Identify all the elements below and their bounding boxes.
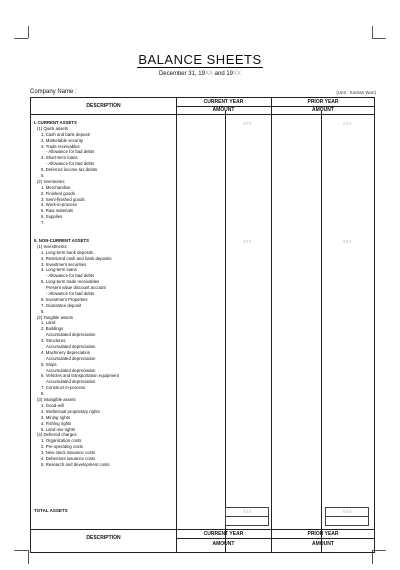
line-item: Present value discount account	[46, 285, 106, 291]
line-item: 8.	[41, 308, 45, 314]
line-item: 2. Finished goods	[41, 190, 75, 196]
line-item: 4. Long-term loans	[41, 267, 77, 273]
line-item: 3. Trade receivables	[41, 143, 80, 149]
column-divider-description	[176, 98, 177, 552]
noncurrent-assets-prior-value: XXX	[342, 239, 352, 244]
line-item: 2. Buildings	[41, 326, 64, 332]
line-item: 5. Deferred income tax debits	[41, 167, 98, 173]
line-item: - Allowance for bad debts	[46, 273, 95, 279]
line-item: 5. Research and development costs	[41, 461, 110, 467]
column-divider-prior-inner	[321, 111, 322, 552]
footer-separator-top	[31, 529, 375, 530]
header-amount-prior: AMOUNT	[312, 107, 334, 113]
date-placeholder-1: XX	[204, 71, 213, 77]
line-item: (4) Deferred charges	[37, 432, 77, 438]
line-item: 2. Restricted cash and bank deposits	[41, 255, 112, 261]
date-line	[0, 71, 400, 77]
header-description: DESCRIPTION	[86, 103, 121, 109]
crop-mark-bottom-left-h	[14, 550, 28, 551]
line-item: (3) Intangible assets	[37, 397, 76, 403]
line-item: 3. Structures	[41, 338, 66, 344]
line-item: Accumulated depreciation	[46, 332, 96, 338]
header-prior-year: PRIOR YEAR	[307, 99, 339, 105]
header-current-year: CURRENT YEAR	[203, 99, 244, 105]
line-item: 7. Guarantee deposit	[41, 302, 82, 308]
balance-sheet-table	[30, 97, 375, 553]
line-item: 1. Land	[41, 320, 56, 326]
total-assets-label: TOTAL ASSETS	[34, 508, 68, 513]
line-item: 5. Ships	[41, 361, 57, 367]
line-item: 4. Machinery depreciation	[41, 349, 91, 355]
date-prefix: December 31, 19	[158, 71, 205, 77]
date-placeholder-2: XX	[233, 71, 242, 77]
line-item: (1) Investments	[37, 243, 67, 249]
line-item: 4. Short-term loans	[41, 155, 78, 161]
line-item: 2. Pre-operating costs	[41, 444, 84, 450]
line-item: - Allowance for bad debts	[46, 149, 95, 155]
line-item: 6. Vehicles and transportation equipment	[41, 373, 119, 379]
date-mid: and 19	[213, 71, 234, 77]
line-item: Accumulated depreciation	[46, 379, 96, 385]
total-current-box-lower	[225, 516, 269, 526]
crop-mark-top-left-v	[28, 26, 29, 38]
line-item: 3. Semi-finished goods	[41, 196, 85, 202]
line-item: 4. Debenture issuance costs	[41, 455, 96, 461]
crop-mark-top-right-h	[372, 38, 386, 39]
current-assets-current-value: XXX	[242, 121, 252, 126]
line-item: (1) Quick assets	[37, 125, 69, 131]
line-item: 1. Organization costs	[41, 438, 82, 444]
line-item: 5. Raw materials	[41, 208, 73, 214]
line-item: Accumulated depreciation	[46, 367, 96, 373]
footer-separator-mid	[176, 538, 375, 539]
footer-amount-current: AMOUNT	[212, 541, 235, 547]
crop-mark-bottom-left-v	[28, 550, 29, 564]
current-assets-list	[34, 120, 174, 226]
line-item: 7. Construct in-process	[41, 385, 86, 391]
line-item: II. NON-CURRENT ASSETS	[34, 238, 89, 243]
line-item: 1. Good-will	[41, 402, 64, 408]
line-item: 5. Land use rights	[41, 426, 76, 432]
line-item: 4. Work-in-process	[41, 202, 77, 208]
header-separator-bottom	[31, 114, 375, 115]
total-current-value: XXX	[242, 509, 252, 514]
line-item: (2) Inventories	[37, 178, 65, 184]
line-item: Accumulated depreciation	[46, 355, 96, 361]
line-item: I. CURRENT ASSETS	[34, 120, 77, 125]
line-item: 5. Long-term trade receivables	[41, 279, 100, 285]
footer-current-year: CURRENT YEAR	[203, 531, 244, 537]
noncurrent-assets-current-value: XXX	[242, 239, 252, 244]
current-assets-prior-value: XXX	[342, 121, 352, 126]
line-item: 2. Intellectual proprietary rights	[41, 408, 100, 414]
line-item: 3. New stock issuance costs	[41, 450, 95, 456]
line-item: 3. Mining rights	[41, 414, 71, 420]
line-item: - Allowance for bad debts	[46, 291, 95, 297]
column-divider-current-prior	[271, 98, 272, 552]
line-item: 1. Long-term bank deposits	[41, 249, 94, 255]
footer-prior-year: PRIOR YEAR	[307, 531, 339, 537]
company-name-label: Company Name :	[30, 89, 77, 95]
header-amount-current: AMOUNT	[212, 107, 235, 113]
page-title	[0, 52, 400, 67]
total-prior-box-lower	[325, 516, 369, 526]
crop-mark-top-left-h	[14, 38, 28, 39]
line-item: 6.	[41, 173, 45, 179]
crop-mark-top-right-v	[372, 26, 373, 38]
unit-label: (Unit : Korean Won)	[336, 90, 376, 95]
line-item: 1. Merchandise	[41, 184, 71, 190]
line-item: 6. Investment Properties	[41, 296, 88, 302]
column-divider-current-inner	[225, 111, 226, 552]
line-item: 8.	[41, 391, 45, 397]
total-prior-value: XXX	[342, 509, 352, 514]
footer-amount-prior: AMOUNT	[312, 541, 334, 547]
line-item: 3. Investment securities	[41, 261, 87, 267]
noncurrent-assets-list	[34, 238, 174, 468]
title-text: BALANCE SHEETS	[138, 52, 262, 67]
line-item: 2. Marketable security	[41, 137, 84, 143]
footer-description: DESCRIPTION	[86, 535, 121, 541]
line-item: 7.	[41, 220, 45, 226]
line-item: 1. Cash and bank deposit	[41, 131, 90, 137]
line-item: Accumulated depreciation	[46, 344, 96, 350]
line-item: 4. Fishing rights	[41, 420, 72, 426]
line-item: (2) Tangible assets	[37, 314, 73, 320]
line-item: - Allowance for bad debts	[46, 161, 95, 167]
line-item: 6. Supplies	[41, 214, 63, 220]
